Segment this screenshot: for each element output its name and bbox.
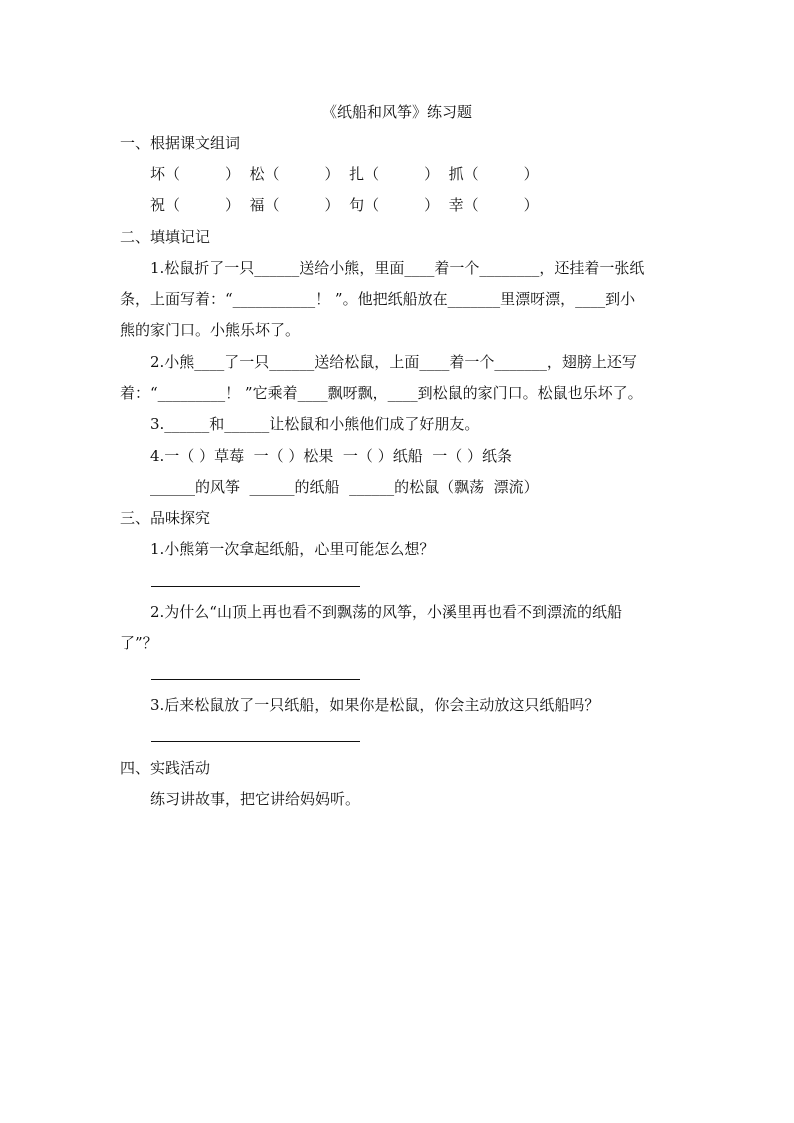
section2-q3: 3.______和______让松鼠和小熊他们成了好朋友。: [150, 415, 480, 433]
answer-line-3[interactable]: [151, 741, 360, 742]
section2-q4-line2: ______的风筝 ______的纸船 ______的松鼠（飘荡 漂流）: [150, 478, 539, 496]
section4-text: 练习讲故事，把它讲给妈妈听。: [150, 790, 361, 808]
section3-q2-line2: 了”？: [120, 634, 158, 652]
section3-q3: 3.后来松鼠放了一只纸船，如果你是松鼠，你会主动放这只纸船吗？: [150, 696, 600, 714]
answer-line-1[interactable]: [151, 586, 360, 587]
section2-q2-line2: 着：“_________！ ”它乘着____飘呀飘，____到松鼠的家门口。松鼠也乐坏了。: [120, 384, 643, 402]
section1-heading: 一、根据课文组词: [120, 134, 241, 152]
answer-line-2[interactable]: [151, 679, 360, 680]
section1-row2: 祝（ ） 福（ ） 句（ ） 幸（ ）: [150, 196, 539, 214]
section2-q1-line1: 1.松鼠折了一只______送给小熊，里面____着一个________，还挂着一张纸: [150, 259, 645, 277]
section4-heading: 四、实践活动: [120, 759, 211, 777]
worksheet-title: 《纸船和风筝》练习题: [321, 103, 472, 121]
section2-q2-line1: 2.小熊____了一只______送给松鼠，上面____着一个_______，翅膀上还写: [150, 353, 637, 371]
section2-q4-line1: 4.一（ ）草莓 一（ ）松果 一（ ）纸船 一（ ）纸条: [150, 447, 512, 465]
section3-q2-line1: 2.为什么“山顶上再也看不到飘荡的风筝，小溪里再也看不到漂流的纸船: [150, 603, 622, 621]
section2-q1-line3: 熊的家门口。小熊乐坏了。: [120, 321, 301, 339]
section2-heading: 二、填填记记: [120, 228, 211, 246]
section3-q1: 1.小熊第一次拿起纸船，心里可能怎么想？: [150, 540, 435, 558]
section3-heading: 三、品味探究: [120, 509, 211, 527]
section1-row1: 坏（ ） 松（ ） 扎（ ） 抓（ ）: [150, 165, 539, 183]
section2-q1-line2: 条，上面写着：“___________！ ”。他把纸船放在_______里漂呀漂，____到小: [120, 290, 636, 308]
